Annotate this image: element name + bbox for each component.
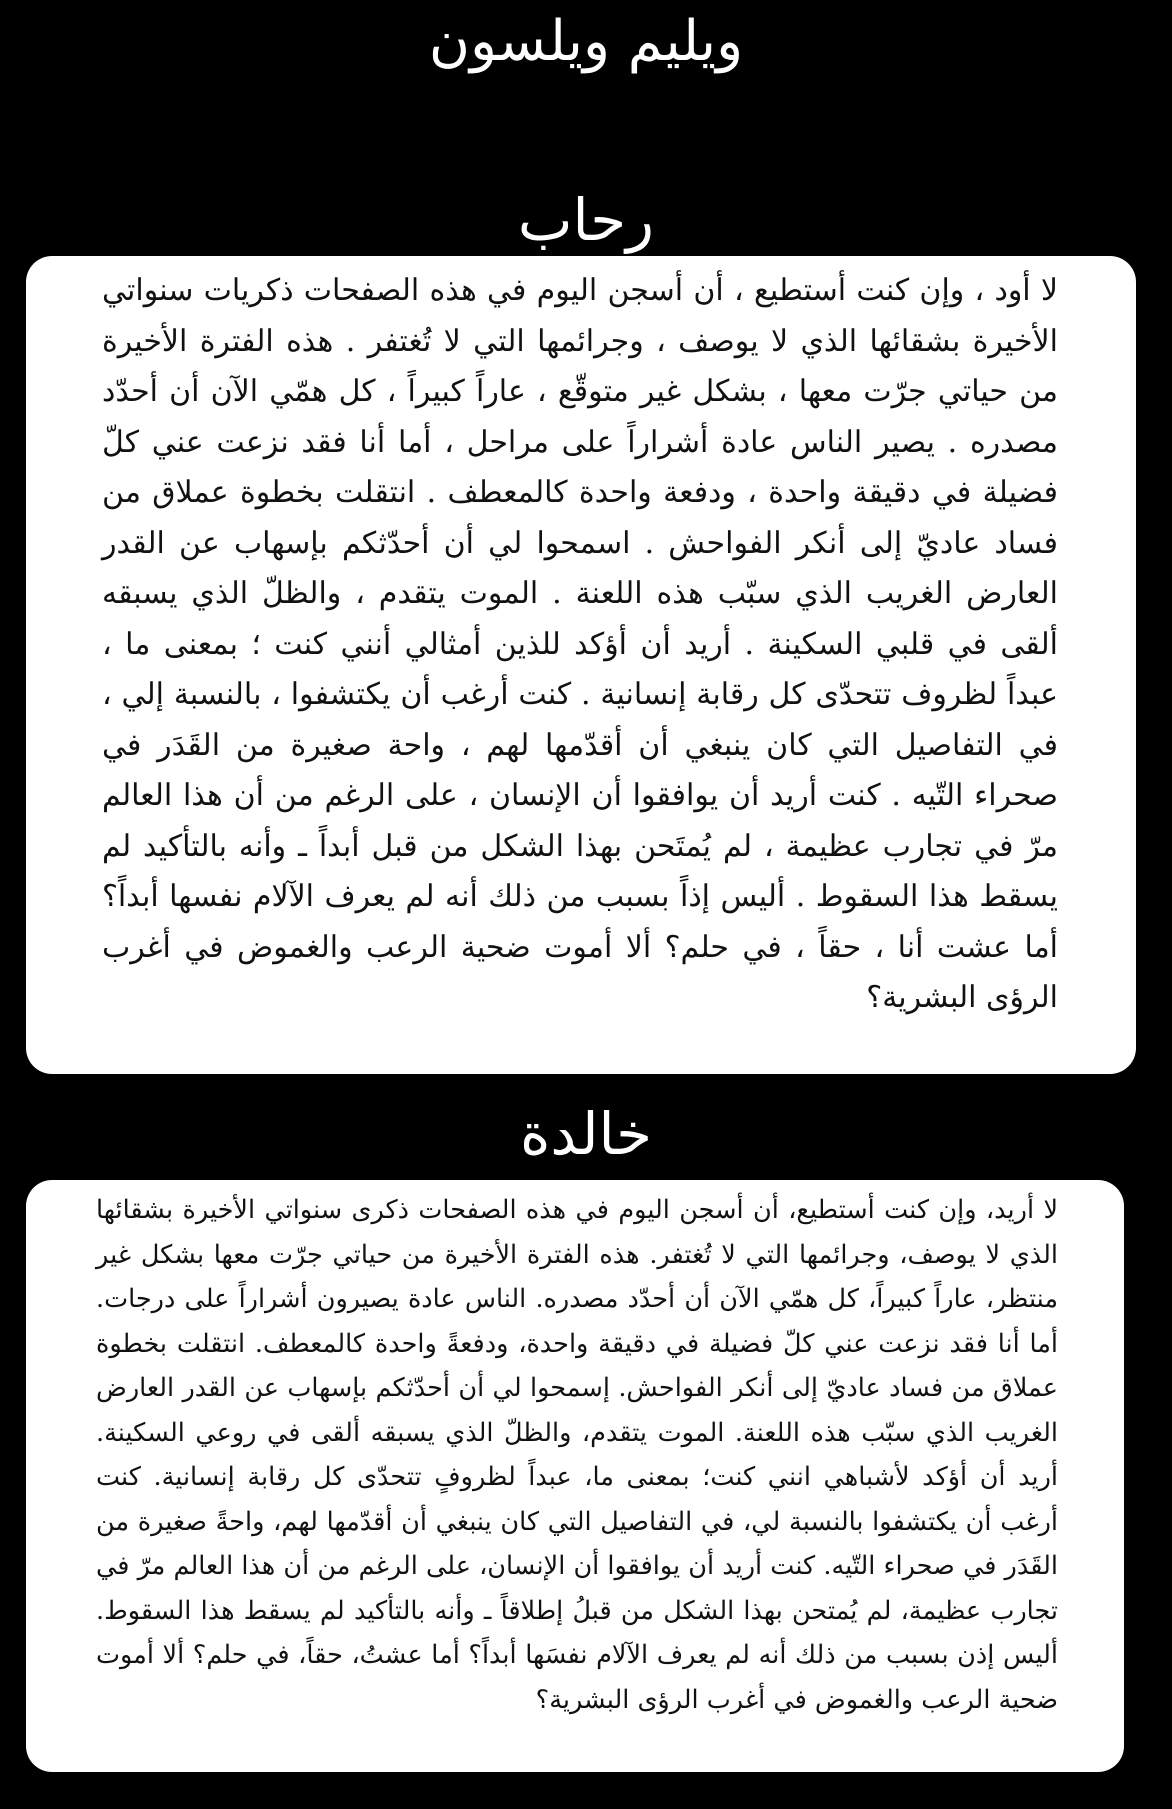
author-title: ويليم ويلسون [428, 9, 744, 74]
translation-text-rehab: لا أود ، وإن كنت أستطيع ، أن أسجن اليوم في هذه الصفحات ذكريات سنواتي الأخيرة بشقائها الذي لا يوصف ، وجرائمها التي لا تُغتفر . هذه الفترة الأخيرة من حياتي جرّت معها ، بشكل غير متوقّع ، عاراً كبيراً ، كل همّي الآن أن أحدّد مصدره . يصير الناس عادة أشراراً على مراحل ، أما أنا فقد نزعت عني كلّ فضيلة في دقيقة واحدة ، ودفعة واحدة كالمعطف . انتقلت بخطوة عملاق من فساد عاديّ إلى أنكر الفواحش . اسمحوا لي أن أحدّثكم بإسهاب عن القدر العارض الغريب الذي سبّب هذه اللعنة . الموت يتقدم ، والظلّ الذي يسبقه ألقى في قلبي السكينة . أريد أن أؤكد للذين أمثالي أنني كنت ؛ بمعنى ما ، عبداً لظروف تتحدّى كل رقابة إنسانية . كنت أرغب أن يكتشفوا ، بالنسبة إلي ، في التفاصيل التي كان ينبغي أن أقدّمها لهم ، واحة صغيرة من القَدَر في صحراء التّيه . كنت أريد أن يوافقوا أن الإنسان ، على الرغم من أن هذا العالم مرّ في تجارب عظيمة ، لم يُمتَحن بهذا الشكل من قبل أبداً ـ وأنه بالتأكيد لم يسقط هذا السقوط . أليس إذاً بسبب من ذلك أنه لم يعرف الآلام نفسها أبداً؟ أما عشت أنا ، حقاً ، في حلم؟ ألا أموت ضحية الرعب والغموض في أغرب الرؤى البشرية؟ [102, 273, 1058, 1015]
translation-text-khalida: لا أريد، وإن كنت أستطيع، أن أسجن اليوم في هذه الصفحات ذكرى سنواتي الأخيرة بشقائها الذي لا يوصف، وجرائمها التي لا تُغتفر. هذه الفترة الأخيرة من حياتي جرّت معها بشكل غير منتظر، عاراً كبيراً، كل همّي الآن أن أحدّد مصدره. الناس عادة يصيرون أشراراً على درجات. أما أنا فقد نزعت عني كلّ فضيلة في دقيقة واحدة، ودفعةً واحدة كالمعطف. انتقلت بخطوة عملاق من فساد عاديّ إلى أنكر الفواحش. إسمحوا لي أن أحدّثكم بإسهاب عن القدر العارض الغريب الذي سبّب هذه اللعنة. الموت يتقدم، والظلّ الذي يسبقه ألقى في روعي السكينة. أريد أن أؤكد لأشباهي انني كنت؛ بمعنى ما، عبداً لظروفٍ تتحدّى كل رقابة إنسانية. كنت أرغب أن يكتشفوا بالنسبة لي، في التفاصيل التي كان ينبغي أن أقدّمها لهم، واحةً صغيرة من القَدَر في صحراء التّيه. كنت أريد أن يوافقوا أن الإنسان، على الرغم من أن هذا العالم مرّ في تجارب عظيمة، لم يُمتحن بهذا الشكل من قبلُ إطلاقاً ـ وأنه بالتأكيد لم يسقط هذا السقوط. أليس إذن بسبب من ذلك أنه لم يعرف الآلام نفسَها أبداً؟ أما عشتُ، حقاً، في حلم؟ ألا أموت ضحية الرعب والغموض في أغرب الرؤى البشرية؟ [96, 1195, 1059, 1715]
translator-label-khalida: خالدة [519, 1100, 653, 1168]
translator-label-rehab: رحاب [517, 186, 655, 254]
translation-card-rehab [26, 256, 1136, 1074]
translation-card-khalida [26, 1180, 1124, 1772]
